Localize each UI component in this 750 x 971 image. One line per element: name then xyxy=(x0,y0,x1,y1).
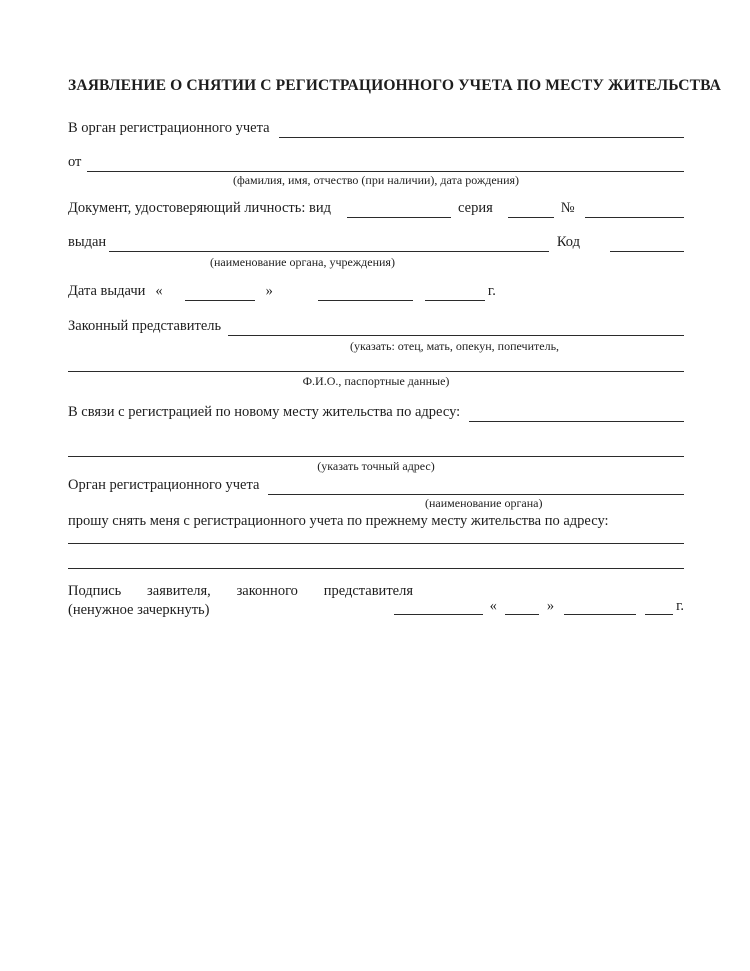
applicant-label: от xyxy=(68,154,82,170)
legal-representative-input[interactable] xyxy=(228,318,684,336)
issue-date-year-suffix: г. xyxy=(487,283,496,299)
legal-representative-label: Законный представитель xyxy=(68,318,222,334)
signature-right xyxy=(394,598,684,615)
registration-authority-2-caption: (наименование органа) xyxy=(425,496,543,510)
signature-input[interactable] xyxy=(394,599,483,615)
new-address-input-line2[interactable] xyxy=(68,439,684,457)
issue-date-label: Дата выдачи xyxy=(68,283,146,299)
applicant-name-input[interactable] xyxy=(87,154,684,172)
issue-date-row xyxy=(68,282,684,301)
document-series-label: серия xyxy=(458,200,493,216)
issued-by-row xyxy=(68,233,684,252)
registration-authority-2-input[interactable] xyxy=(268,477,684,495)
issued-by-caption: (наименование органа, учреждения) xyxy=(210,255,395,269)
legal-representative-row xyxy=(68,317,684,336)
new-address-label: В связи с регистрацией по новому месту жительства по адресу: xyxy=(68,404,461,420)
issue-month-input[interactable] xyxy=(318,283,413,301)
signature-open-quote: « xyxy=(489,598,497,614)
issue-year-input[interactable] xyxy=(425,283,485,301)
signature-label: Подпись заявителя, законного представителя xyxy=(68,583,413,599)
identity-document-row xyxy=(68,199,684,218)
issue-day-input[interactable] xyxy=(185,283,255,301)
signature-block xyxy=(68,582,684,620)
new-address-caption: (указать точный адрес) xyxy=(317,459,435,473)
page-title: ЗАЯВЛЕНИЕ О СНЯТИИ С РЕГИСТРАЦИОННОГО УЧЕТА ПО МЕСТУ ЖИТЕЛЬСТВА xyxy=(68,77,721,94)
old-address-input-line1[interactable] xyxy=(68,531,684,544)
document-number-input[interactable] xyxy=(585,200,684,218)
signature-year-suffix: г. xyxy=(676,598,684,614)
issue-date-close-quote: » xyxy=(265,283,273,299)
code-input[interactable] xyxy=(610,234,684,252)
request-row xyxy=(68,512,684,531)
new-address-input[interactable] xyxy=(469,404,684,422)
registration-authority-2-row xyxy=(68,476,684,495)
signature-note: (ненужное зачеркнуть) xyxy=(68,602,210,618)
identity-document-label: Документ, удостоверяющий личность: вид xyxy=(68,200,332,216)
registration-authority-row xyxy=(68,119,684,138)
document-series-input[interactable] xyxy=(508,200,554,218)
document-type-input[interactable] xyxy=(347,200,451,218)
issue-date-open-quote: « xyxy=(155,283,163,299)
applicant-row xyxy=(68,153,684,172)
issued-by-label: выдан xyxy=(68,234,107,250)
signature-day-input[interactable] xyxy=(505,599,539,615)
applicant-caption: (фамилия, имя, отчество (при наличии), дата рождения) xyxy=(232,173,520,187)
new-address-row xyxy=(68,403,684,422)
request-text: прошу снять меня с регистрационного учета по прежнему месту жительства по адресу: xyxy=(68,513,609,529)
signature-left xyxy=(68,582,413,620)
signature-close-quote: » xyxy=(546,598,555,614)
issued-by-input[interactable] xyxy=(109,234,549,252)
registration-authority-input[interactable] xyxy=(279,120,684,138)
signature-month-input[interactable] xyxy=(564,599,636,615)
signature-year-input[interactable] xyxy=(645,599,673,615)
registration-authority-2-label: Орган регистрационного учета xyxy=(68,477,260,493)
legal-representative-caption-2: Ф.И.О., паспортные данные) xyxy=(302,374,450,388)
legal-representative-caption-1: (указать: отец, мать, опекун, попечитель, xyxy=(350,339,560,353)
registration-authority-label: В орган регистрационного учета xyxy=(68,120,270,136)
old-address-input-line2[interactable] xyxy=(68,556,684,569)
document-number-label: № xyxy=(560,200,575,216)
code-label: Код xyxy=(556,234,580,250)
legal-representative-details-input[interactable] xyxy=(68,354,684,372)
